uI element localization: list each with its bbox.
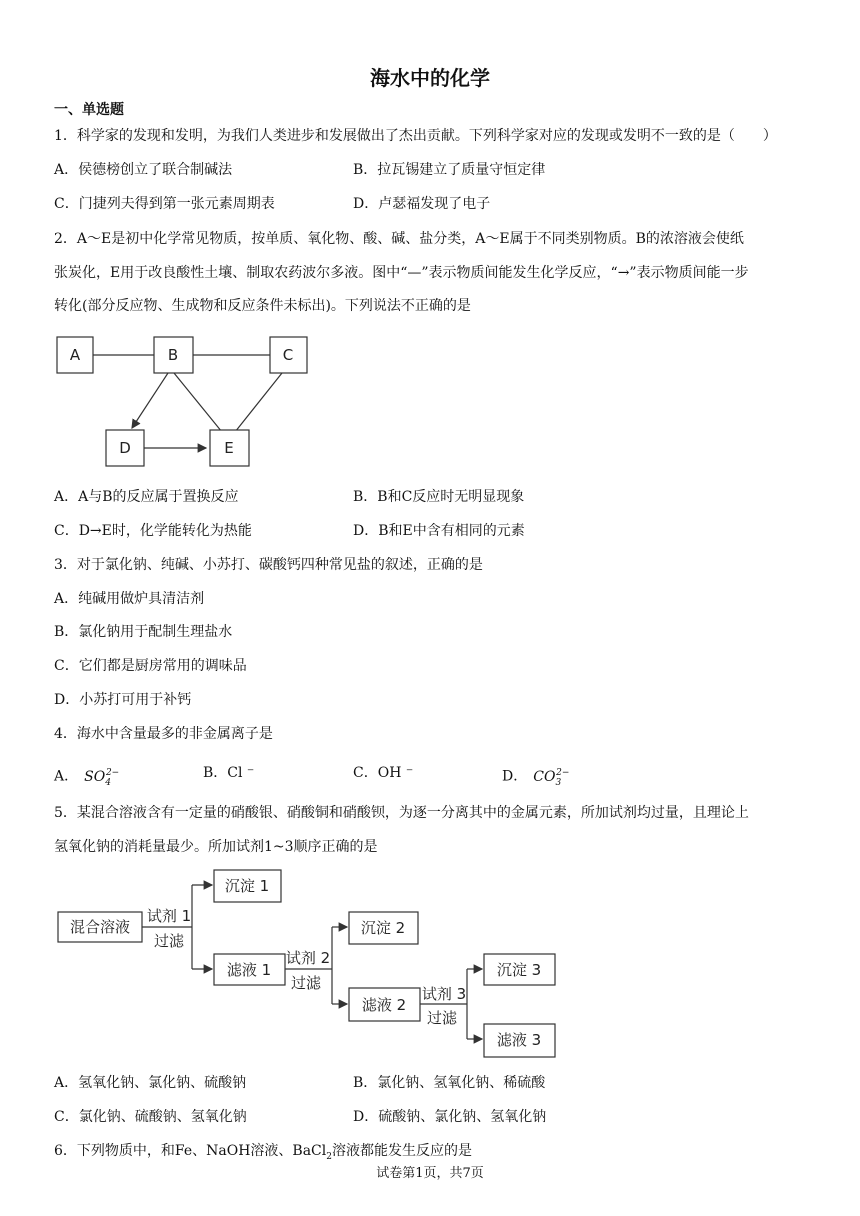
q2-option-b[interactable]: B．B和C反应时无明显现象 xyxy=(353,489,525,505)
q4-option-d[interactable] xyxy=(502,763,569,792)
reagent-2-label: 试剂 2 xyxy=(285,949,331,967)
q4-option-b[interactable]: B．Cl ⁻ xyxy=(203,765,255,781)
q5-stem-line2: 氢氧化钠的消耗量最少。所加试剂1~3顺序正确的是 xyxy=(54,839,378,855)
q5-option-d[interactable]: D．硫酸钠、氯化钠、氢氧化钠 xyxy=(353,1109,547,1125)
q4-option-d-label: D． xyxy=(502,768,528,785)
q3-option-a[interactable]: A．纯碱用做炉具清洁剂 xyxy=(54,591,205,607)
q3-option-b[interactable]: B．氯化钠用于配制生理盐水 xyxy=(54,624,233,640)
filter-2-label: 过滤 xyxy=(290,974,322,992)
sulfate-formula: $SO_4^{2-}$ xyxy=(84,768,120,788)
section-heading: 一、单选题 xyxy=(54,102,124,118)
q4-option-a-label: A． xyxy=(54,768,79,785)
page-footer: 试卷第1页，共7页 xyxy=(376,1166,484,1181)
q1-stem: 1．科学家的发现和发明，为我们人类进步和发展做出了杰出贡献。下列科学家对应的发现或发明不一致的是（ ） xyxy=(54,128,777,144)
q5-stem-line1: 5．某混合溶液含有一定量的硝酸银、硝酸铜和硝酸钡，为逐一分离其中的金属元素，所加试剂均过量，且理论上 xyxy=(54,805,749,821)
q5-option-a[interactable]: A．氢氧化钠、氯化钠、硫酸钠 xyxy=(54,1075,247,1091)
q1-option-c[interactable]: C．门捷列夫得到第一张元素周期表 xyxy=(54,196,275,212)
carbonate-formula: $CO_3^{2-}$ xyxy=(533,768,570,788)
q5-option-c[interactable]: C．氯化钠、硫酸钠、氢氧化钠 xyxy=(54,1109,247,1125)
filtrate-3-label: 滤液 3 xyxy=(496,1031,542,1049)
q2-option-c[interactable]: C．D→E时，化学能转化为热能 xyxy=(54,523,252,539)
filter-1-label: 过滤 xyxy=(153,932,185,950)
node-a-label: A xyxy=(69,346,81,364)
q5-option-b[interactable]: B．氯化钠、氢氧化钠、稀硫酸 xyxy=(353,1075,546,1091)
filtrate-1-label: 滤液 1 xyxy=(226,961,272,979)
q4-option-a[interactable] xyxy=(54,763,119,792)
precipitate-3-label: 沉淀 3 xyxy=(496,961,542,979)
q1-option-a[interactable]: A．侯德榜创立了联合制碱法 xyxy=(54,162,233,178)
page-title: 海水中的化学 xyxy=(370,66,490,90)
reagent-3-label: 试剂 3 xyxy=(421,985,467,1003)
reagent-1-label: 试剂 1 xyxy=(146,907,192,925)
q3-option-c[interactable]: C．它们都是厨房常用的调味品 xyxy=(54,658,247,674)
q4-option-c[interactable]: C．OH ⁻ xyxy=(353,765,414,781)
precipitate-1-label: 沉淀 1 xyxy=(224,877,270,895)
filter-3-label: 过滤 xyxy=(426,1009,458,1027)
filtrate-2-label: 滤液 2 xyxy=(361,996,407,1014)
q1-option-b[interactable]: B．拉瓦锡建立了质量守恒定律 xyxy=(353,162,546,178)
q3-option-d[interactable]: D．小苏打可用于补钙 xyxy=(54,692,192,708)
q2-relation-diagram xyxy=(50,330,320,475)
precipitate-2-label: 沉淀 2 xyxy=(360,919,406,937)
q2-stem-line2: 张炭化，E用于改良酸性土壤、制取农药波尔多液。图中“—”表示物质间能发生化学反应，“→”表示物质间能一步 xyxy=(54,265,749,281)
node-c-label: C xyxy=(282,346,294,364)
mixed-solution-label: 混合溶液 xyxy=(69,918,131,936)
q2-option-a[interactable]: A．A与B的反应属于置换反应 xyxy=(54,489,239,505)
q3-stem: 3．对于氯化钠、纯碱、小苏打、碳酸钙四种常见盐的叙述，正确的是 xyxy=(54,557,483,573)
node-b-label: B xyxy=(167,346,179,364)
node-e-label: E xyxy=(224,439,234,457)
node-d-label: D xyxy=(119,439,131,457)
q2-stem-line3: 转化(部分反应物、生成物和反应条件未标出)。下列说法不正确的是 xyxy=(54,298,471,314)
q5-flow-diagram xyxy=(50,862,570,1067)
q2-stem-line1: 2．A～E是初中化学常见物质，按单质、氧化物、酸、碱、盐分类，A～E属于不同类别物质。B的浓溶液会使纸 xyxy=(54,231,744,247)
q1-option-d[interactable]: D．卢瑟福发现了电子 xyxy=(353,196,491,212)
q4-stem: 4．海水中含量最多的非金属离子是 xyxy=(54,726,273,742)
q2-option-d[interactable]: D．B和E中含有相同的元素 xyxy=(353,523,525,539)
q6-stem: 6．下列物质中，和Fe、NaOH溶液、BaCl$_2$溶液都能发生反应的是 xyxy=(54,1143,472,1162)
